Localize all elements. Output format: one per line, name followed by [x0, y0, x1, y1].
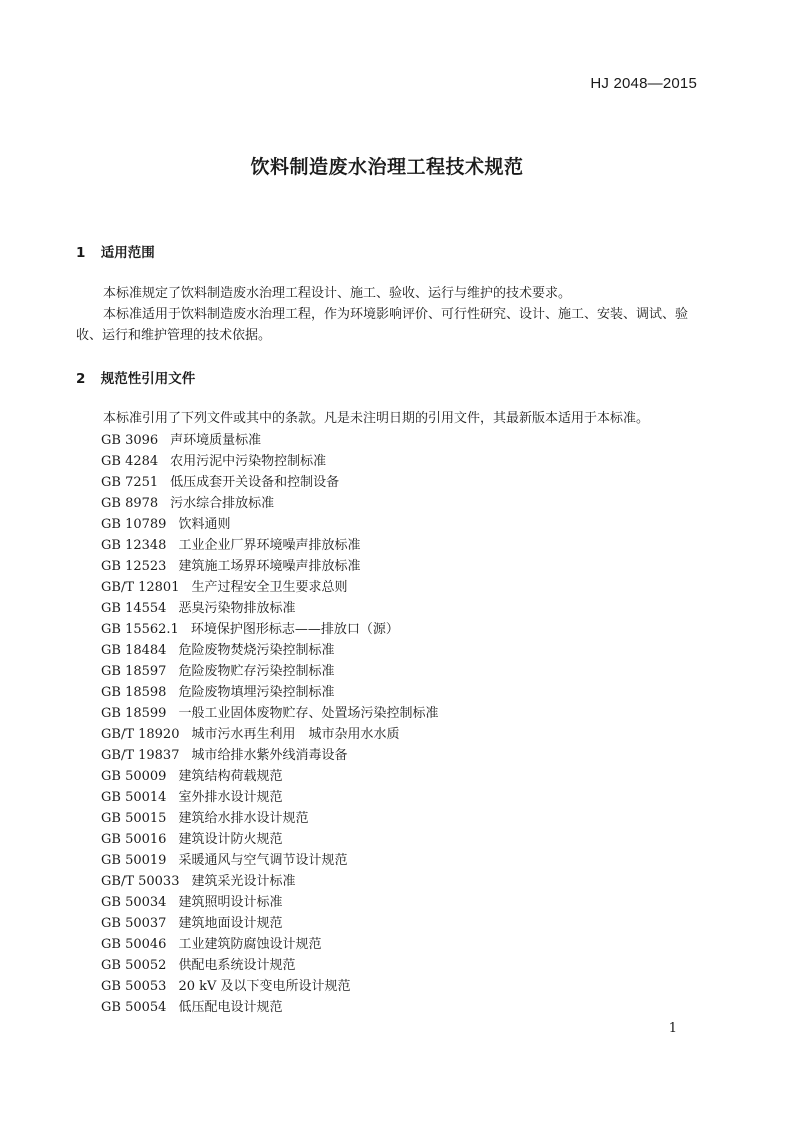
- reference-item: [101, 745, 438, 766]
- reference-code: GB 18484: [101, 643, 167, 658]
- reference-code: GB 50034: [101, 895, 167, 910]
- reference-item: [101, 577, 438, 598]
- reference-item: [101, 892, 438, 913]
- reference-name: 生产过程安全卫生要求总则: [191, 580, 348, 595]
- standard-code: HJ 2048—2015: [590, 75, 697, 92]
- reference-item: [101, 472, 438, 493]
- reference-code: GB 4284: [101, 454, 159, 469]
- reference-name: 工业企业厂界环境噪声排放标准: [178, 538, 361, 553]
- section-1-title: 适用范围: [100, 245, 155, 261]
- reference-item: [101, 766, 438, 787]
- reference-name: 采暖通风与空气调节设计规范: [178, 853, 348, 868]
- reference-item: [101, 808, 438, 829]
- reference-item: [101, 640, 438, 661]
- reference-name: 室外排水设计规范: [178, 790, 283, 805]
- paragraph-text: 本标准引用了下列文件或其中的条款。凡是未注明日期的引用文件，其最新版本适用于本标准。: [103, 411, 650, 426]
- reference-item: [101, 913, 438, 934]
- reference-list: [101, 430, 438, 1018]
- reference-item: [101, 703, 438, 724]
- reference-name: 建筑设计防火规范: [178, 832, 283, 847]
- reference-name: 环境保护图形标志——排放口（源）: [190, 622, 399, 637]
- reference-code: GB 50015: [101, 811, 167, 826]
- reference-item: [101, 976, 438, 997]
- page-number: 1: [668, 1021, 677, 1036]
- reference-name: 危险废物贮存污染控制标准: [178, 664, 335, 679]
- reference-item: [101, 934, 438, 955]
- reference-name: 建筑施工场界环境噪声排放标准: [178, 559, 361, 574]
- reference-item: [101, 493, 438, 514]
- reference-item: [101, 724, 438, 745]
- reference-item: [101, 514, 438, 535]
- reference-code: GB 50054: [101, 1000, 167, 1015]
- paragraph-text: 本标准规定了饮料制造废水治理工程设计、施工、验收、运行与维护的技术要求。: [103, 286, 572, 301]
- reference-name: 建筑给水排水设计规范: [178, 811, 309, 826]
- reference-item: [101, 556, 438, 577]
- reference-code: GB 50052: [101, 958, 167, 973]
- reference-code: GB 50009: [101, 769, 167, 784]
- reference-item: [101, 682, 438, 703]
- reference-code: GB 8978: [101, 496, 159, 511]
- reference-name: 城市给排水紫外线消毒设备: [191, 748, 348, 763]
- reference-code: GB 3096: [101, 433, 159, 448]
- reference-item: [101, 451, 438, 472]
- reference-name: 工业建筑防腐蚀设计规范: [178, 937, 322, 952]
- section-2-title: 规范性引用文件: [100, 371, 196, 387]
- reference-code: GB/T 50033: [101, 874, 180, 889]
- reference-item: [101, 850, 438, 871]
- reference-name: 污水综合排放标准: [170, 496, 275, 511]
- reference-code: GB 10789: [101, 517, 167, 532]
- reference-code: GB 12348: [101, 538, 167, 553]
- reference-code: GB 18599: [101, 706, 167, 721]
- reference-item: [101, 829, 438, 850]
- section-2-intro: [76, 408, 706, 429]
- reference-code: GB/T 18920: [101, 727, 180, 742]
- reference-name: 城市污水再生利用 城市杂用水水质: [191, 727, 400, 742]
- reference-name: 建筑采光设计标准: [191, 874, 296, 889]
- reference-code: GB 12523: [101, 559, 167, 574]
- reference-code: GB 50053: [101, 979, 167, 994]
- reference-item: [101, 430, 438, 451]
- reference-code: GB/T 12801: [101, 580, 180, 595]
- section-1-number: 1: [76, 245, 86, 261]
- reference-code: GB/T 19837: [101, 748, 180, 763]
- reference-name: 建筑地面设计规范: [178, 916, 283, 931]
- reference-item: [101, 997, 438, 1018]
- reference-code: GB 15562.1: [101, 622, 179, 637]
- reference-name: 声环境质量标准: [170, 433, 262, 448]
- reference-name: 低压成套开关设备和控制设备: [170, 475, 340, 490]
- paragraph-text: 本标准适用于饮料制造废水治理工程，作为环境影响评价、可行性研究、设计、施工、安装、调试、验收、运行和维护管理的技术依据。: [76, 307, 689, 343]
- reference-code: GB 18597: [101, 664, 167, 679]
- reference-code: GB 50037: [101, 916, 167, 931]
- reference-name: 饮料通则: [178, 517, 231, 532]
- document-title: 饮料制造废水治理工程技术规范: [250, 156, 524, 178]
- reference-item: [101, 619, 438, 640]
- reference-name: 建筑结构荷载规范: [178, 769, 283, 784]
- reference-item: [101, 598, 438, 619]
- reference-code: GB 50046: [101, 937, 167, 952]
- reference-code: GB 50014: [101, 790, 167, 805]
- reference-code: GB 50019: [101, 853, 167, 868]
- reference-item: [101, 871, 438, 892]
- reference-code: GB 50016: [101, 832, 167, 847]
- reference-name: 一般工业固体废物贮存、处置场污染控制标准: [178, 706, 439, 721]
- reference-item: [101, 787, 438, 808]
- section-2-number: 2: [76, 371, 86, 387]
- reference-code: GB 7251: [101, 475, 159, 490]
- section-1-paragraph-1: [76, 283, 706, 304]
- section-1-heading: [76, 241, 155, 261]
- reference-name: 低压配电设计规范: [178, 1000, 283, 1015]
- reference-item: [101, 535, 438, 556]
- section-2-heading: [76, 367, 195, 387]
- reference-code: GB 14554: [101, 601, 167, 616]
- section-1-paragraph-2: [76, 304, 706, 346]
- reference-item: [101, 661, 438, 682]
- reference-code: GB 18598: [101, 685, 167, 700]
- reference-name: 20 kV 及以下变电所设计规范: [178, 979, 351, 994]
- reference-name: 建筑照明设计标准: [178, 895, 283, 910]
- reference-name: 危险废物填埋污染控制标准: [178, 685, 335, 700]
- reference-name: 农用污泥中污染物控制标准: [170, 454, 327, 469]
- reference-name: 危险废物焚烧污染控制标准: [178, 643, 335, 658]
- reference-item: [101, 955, 438, 976]
- reference-name: 供配电系统设计规范: [178, 958, 296, 973]
- reference-name: 恶臭污染物排放标准: [178, 601, 296, 616]
